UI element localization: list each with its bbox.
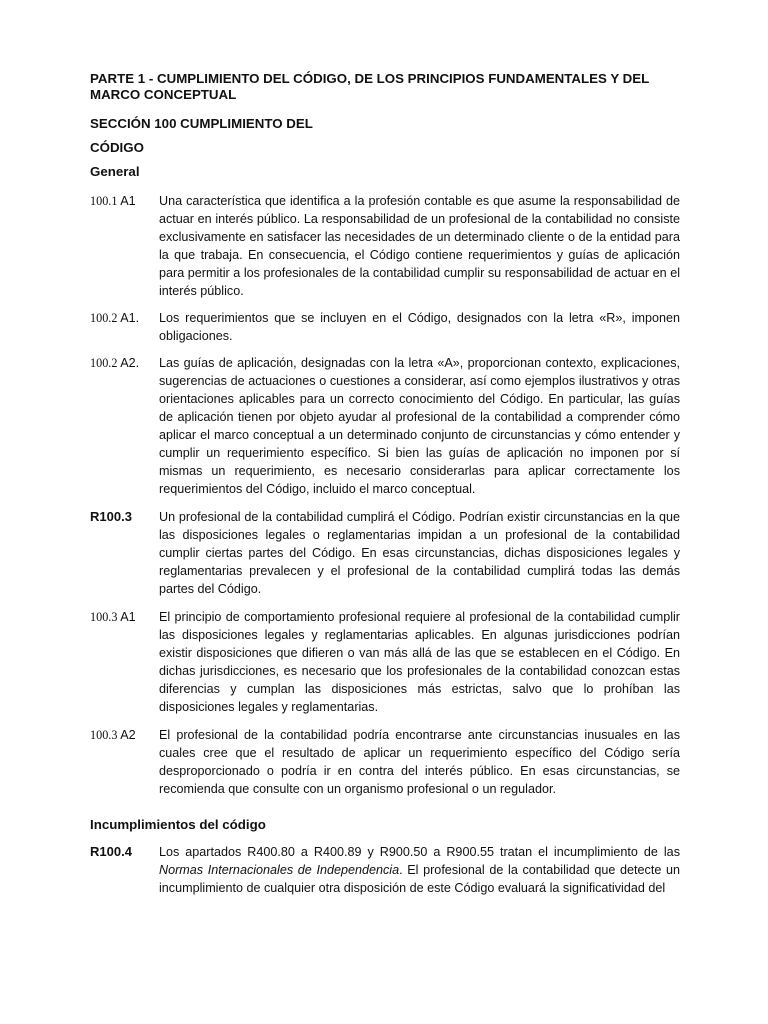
paragraph-100-2-a2 (90, 354, 680, 498)
paragraph-label: A1 (120, 194, 136, 208)
paragraph-100-3-a2 (90, 726, 680, 798)
paragraph-text: Una característica que identifica a la profesión contable es que asume la responsabilidad de actuar en interés público. La responsabilidad de un profesional de la contabilidad no consiste exclusivamente en satisfacer las necesidades de un determinado cliente o de la entidad para la que trabaja. En consecuencia, el Código contiene requerimientos y guías de aplicación para permitir a los profesionales de la contabilidad cumplir su responsabilidad de actuar en el interés público. (159, 194, 680, 298)
paragraph-label: A1 (120, 610, 136, 624)
heading-general: General (90, 164, 140, 179)
paragraph-text: Las guías de aplicación, designadas con la letra «A», proporcionan contexto, explicaciones, sugerencias de actuaciones o cuestiones a considerar, así como ejemplos ilustrativos y otras orientaciones aplicables para un correcto conocimiento del Código. En particular, las guías de aplicación tienen por objeto ayudar al profesional de la contabilidad a comprender cómo aplicar el marco conceptual a un determinado conjunto de circunstancias y cómo entender y cumplir un requerimiento específico. Si bien las guías de aplicación no imponen por sí mismas un requerimiento, es necesario considerarlas para aplicar correctamente los requerimientos del Código, incluido el marco conceptual. (159, 356, 680, 496)
paragraph-100-3-a1 (90, 608, 680, 716)
paragraph-r100-3 (90, 508, 680, 598)
paragraph-text: El profesional de la contabilidad podría encontrarse ante circunstancias inusuales en las cuales cree que el resultado de aplicar un requerimiento específico del Código sería desproporcionado o podría ir en contra del interés público. En esas circunstancias, se recomienda que consulte con un organismo profesional o un regulador. (159, 728, 680, 796)
paragraph-lead (90, 726, 136, 744)
paragraph-number: R100.3 (90, 509, 132, 524)
paragraph-lead (90, 192, 136, 210)
paragraph-lead (90, 608, 136, 626)
paragraph-100-2-a1 (90, 309, 680, 345)
paragraph-lead (90, 843, 132, 861)
paragraph-label: A2 (120, 728, 136, 742)
paragraph-100-1-a1 (90, 192, 680, 300)
paragraph-lead (90, 354, 139, 372)
paragraph-lead (90, 309, 139, 327)
paragraph-text: El principio de comportamiento profesional requiere al profesional de la contabilidad cumplir las disposiciones legales y reglamentarias aplicables. En algunas jurisdicciones podrían existir disposiciones que difieren o van más allá de las que se establecen en el Código. En dichas jurisdicciones, es necesario que los profesionales de la contabilidad conozcan estas diferencias y cumplan las disposiciones más estrictas, salvo que lo prohíban las disposiciones legales y reglamentarias. (159, 610, 680, 714)
section-title: SECCIÓN 100 CUMPLIMIENTO DEL (90, 116, 313, 131)
section-title-continued: CÓDIGO (90, 140, 144, 155)
paragraph-lead (90, 508, 132, 526)
paragraph-number: 100.2 (90, 356, 118, 370)
paragraph-text: Un profesional de la contabilidad cumplirá el Código. Podrían existir circunstancias en la que las disposiciones legales o reglamentarias impidan a un profesional de la contabilidad cumplir ciertas partes del Código. En esas circunstancias, dichas disposiciones legales y reglamentarias prevalecen y el profesional de la contabilidad cumplirá todas las demás partes del Código. (159, 510, 680, 596)
paragraph-number: 100.3 (90, 728, 118, 742)
paragraph-number: 100.3 (90, 610, 118, 624)
paragraph-text-end: . El profesional de la contabilidad que detecte un incumplimiento de cualquier otra disposición de este Código evaluará la significatividad del (159, 863, 680, 895)
part-title: PARTE 1 - CUMPLIMIENTO DEL CÓDIGO, DE LOS PRINCIPIOS FUNDAMENTALES Y DEL MARCO CONCEPTUAL (90, 71, 650, 102)
paragraph-number: R100.4 (90, 844, 132, 859)
paragraph-text: Los apartados R400.80 a R400.89 y R900.50 a R900.55 tratan el incumplimiento de las (159, 845, 680, 859)
paragraph-text: Los requerimientos que se incluyen en el Código, designados con la letra «R», imponen obligaciones. (159, 311, 680, 343)
paragraph-label: A2. (120, 356, 140, 370)
paragraph-text-italic: Normas Internacionales de Independencia (159, 863, 400, 877)
heading-incumplimientos: Incumplimientos del código (90, 817, 266, 832)
paragraph-number: 100.2 (90, 311, 118, 325)
paragraph-r100-4 (90, 843, 680, 897)
paragraph-number: 100.1 (90, 194, 118, 208)
paragraph-label: A1. (120, 311, 140, 325)
